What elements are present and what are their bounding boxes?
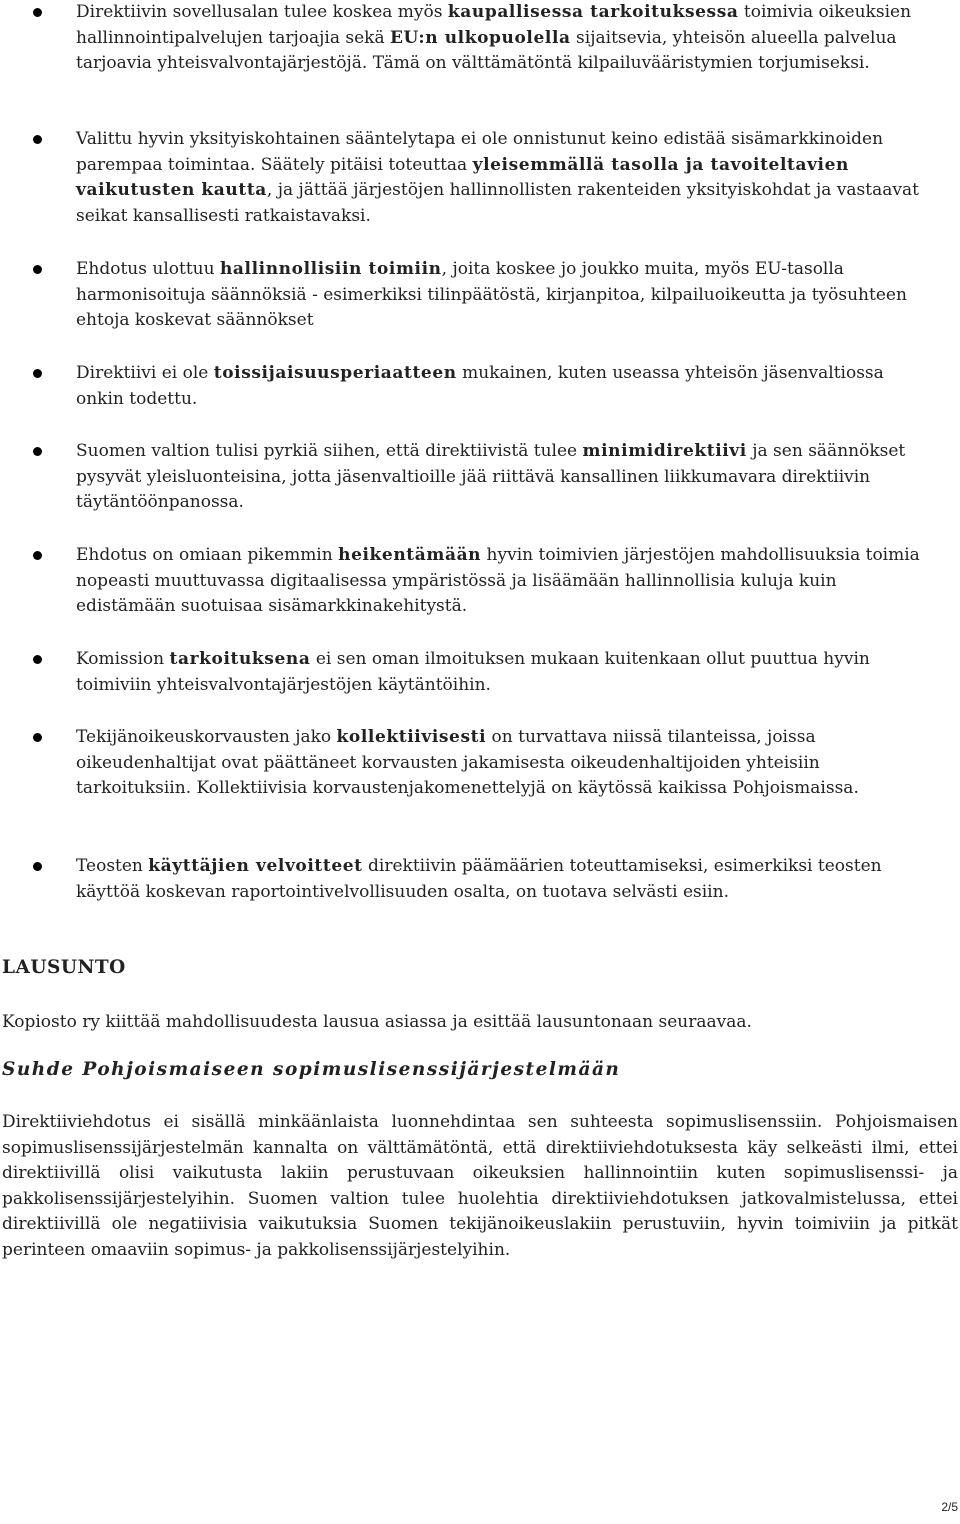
emphasis-text: käyttäjien velvoitteet — [148, 856, 363, 876]
page-number: 2/5 — [941, 1500, 958, 1514]
text-run: ei sen oman ilmoituksen mukaan kuitenkaan ollut puuttua hyvin toimiviin yhteisvalvontajärjestöjen käytäntöihin. — [76, 649, 870, 695]
text-run: Teosten — [76, 856, 149, 876]
bullet-dot-icon — [33, 135, 42, 144]
emphasis-text: kollektiivisesti — [336, 727, 487, 747]
text-run: Ehdotus ulottuu — [76, 259, 220, 279]
bullet-item-5 — [0, 439, 960, 516]
text-run: , ja jättää järjestöjen hallinnollisten rakenteiden yksityiskohdat ja vastaavat seikat kansallisesti ratkaistavaksi. — [76, 180, 919, 226]
bullet-text — [76, 727, 859, 798]
bullet-text — [76, 259, 907, 330]
bullet-item-3 — [0, 257, 960, 334]
bullet-item-1 — [0, 0, 960, 77]
bullet-item-4 — [0, 361, 960, 412]
text-run: Direktiivi ei ole — [76, 363, 214, 383]
text-run: Direktiivin sovellusalan tulee koskea myös — [76, 2, 448, 22]
text-run: direktiivin päämäärien toteuttamiseksi, esimerkiksi teosten käyttöä koskevan raportointivelvollisuuden osalta, on tuotava selvästi esiin. — [76, 856, 882, 902]
bullet-dot-icon — [33, 265, 42, 274]
emphasis-text: toissijaisuusperiaatteen — [213, 363, 457, 383]
text-run: , joita koskee jo joukko muita, myös EU-tasolla harmonisoituja säännöksiä - esimerkiksi tilinpäätöstä, kirjanpitoa, kilpailuoikeutta ja työsuhteen ehtoja koskevat säännökset — [76, 259, 907, 330]
text-run: mukainen, kuten useassa yhteisön jäsenvaltiossa onkin todettu. — [76, 363, 884, 409]
bullet-item-7 — [0, 647, 960, 698]
bullet-dot-icon — [33, 655, 42, 664]
bullet-dot-icon — [33, 8, 42, 17]
bullet-dot-icon — [33, 862, 42, 871]
bullet-item-8 — [0, 725, 960, 802]
text-run: on turvattava niissä tilanteissa, joissa oikeudenhaltijat ovat päättäneet korvausten jakamisesta oikeudenhaltijoiden yhteisiin tarkoituksiin. Kollektiivisia korvaustenjakomenettelyjä on käytössä kaikissa Pohjoismaissa. — [76, 727, 859, 798]
text-run: Valittu hyvin yksityiskohtainen sääntelytapa ei ole onnistunut keino edistää sisämarkkinoiden parempaa toimintaa. Säätely pitäisi toteuttaa — [76, 129, 884, 175]
lausunto-intro: Kopiosto ry kiittää mahdollisuudesta lausua asiassa ja esittää lausuntonaan seuraavaa. — [2, 1012, 752, 1032]
emphasis-text: yleisemmällä tasolla ja tavoiteltavien vaikutusten kautta — [76, 154, 849, 200]
bullet-dot-icon — [33, 447, 42, 456]
bullet-dot-icon — [33, 369, 42, 378]
subheading-nordic-licensing: Suhde Pohjoismaiseen sopimuslisenssijärjestelmään — [2, 1059, 621, 1080]
emphasis-text: tarkoituksena — [169, 649, 311, 669]
text-run: Ehdotus on omiaan pikemmin — [76, 545, 339, 565]
bullet-text — [76, 363, 884, 409]
text-run: Suomen valtion tulisi pyrkiä siihen, että direktiivistä tulee — [76, 441, 583, 461]
emphasis-text: minimidirektiivi — [582, 441, 747, 461]
emphasis-text: kaupallisessa tarkoituksessa — [447, 2, 739, 22]
section-heading-lausunto: LAUSUNTO — [2, 957, 126, 978]
bullet-item-2 — [0, 127, 960, 229]
emphasis-text: heikentämään — [338, 545, 482, 565]
text-run: ja sen säännökset pysyvät yleisluonteisina, jotta jäsenvaltioille jää riittävä kansallinen liikkumavara direktiivin täytäntöönpanossa. — [76, 441, 906, 512]
bullet-text — [76, 545, 920, 616]
bullet-item-6 — [0, 543, 960, 620]
bullet-item-9 — [0, 854, 960, 905]
bullet-text — [76, 2, 911, 73]
bullet-text — [76, 129, 919, 226]
emphasis-text: EU:n ulkopuolella — [389, 27, 571, 48]
bullet-text — [76, 649, 870, 695]
bullet-dot-icon — [33, 733, 42, 742]
text-run: Tekijänoikeuskorvausten jako — [76, 727, 337, 747]
text-run: sijaitsevia, yhteisön alueella palvelua tarjoavia yhteisvalvontajärjestöjä. Tämä on välttämätöntä kilpailuvääristymien torjumiseksi. — [76, 27, 897, 73]
bullet-dot-icon — [33, 551, 42, 560]
text-run: Komission — [76, 649, 170, 669]
emphasis-text: hallinnollisiin toimiin — [219, 259, 442, 279]
text-run: toimivia oikeuksien hallinnointipalvelujen tarjoajia sekä — [76, 2, 912, 48]
bullet-text — [76, 441, 905, 512]
lausunto-body: Direktiiviehdotus ei sisällä minkäänlaista luonnehdintaa sen suhteesta sopimuslisenssiin. Pohjoismaisen sopimuslisenssijärjestelmän kannalta on välttämätöntä, että direktiiviehdotuksesta käy selkeästi ilmi, ettei direktiivillä olisi vaikutusta lakiin perustuvaan oikeuksien hallinnointiin kuten sopimuslisenssi- ja pakkolisenssijärjestelyihin. Suomen valtion tulee huolehtia direktiiviehdotuksen jatkovalmistelussa, ettei direktiivillä ole negatiivisia vaikutuksia Suomen tekijänoikeuslakiin perustuviin, hyvin toimiviin ja pitkät perinteen omaaviin sopimus- ja pakkolisenssijärjestelyihin. — [2, 1112, 958, 1260]
text-run: hyvin toimivien järjestöjen mahdollisuuksia toimia nopeasti muuttuvassa digitaalisessa ympäristössä ja lisäämään hallinnollisia kuluja kuin edistämään suotuisaa sisämarkkinakehitystä. — [76, 545, 920, 616]
bullet-text — [76, 856, 882, 902]
